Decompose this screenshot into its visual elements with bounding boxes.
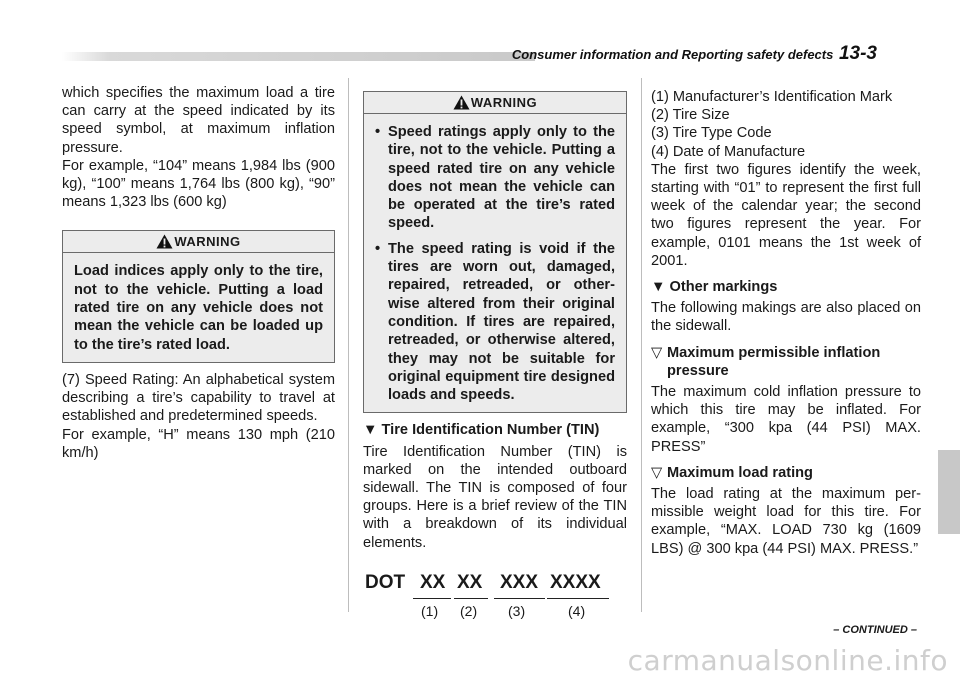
warning-label: WARNING <box>470 95 538 110</box>
tin-group-2: XX <box>457 571 483 593</box>
warning-triangle-icon <box>156 234 173 249</box>
warning-triangle-icon <box>453 95 470 110</box>
tin-number-3: (3) <box>508 602 526 619</box>
header-rule <box>62 52 535 61</box>
load-warning-box <box>62 230 335 362</box>
warning-text: Load indices apply only to the tire, not to the vehicle. Putting a load rated tire on any vehicle does not mean the vehicle can be loaded up to the tire’s rated load. <box>74 263 323 353</box>
tin-group-1: XX <box>420 571 446 593</box>
tin-number-4: (4) <box>568 602 586 619</box>
tin-number-2: (2) <box>460 602 478 619</box>
page-header <box>512 43 877 65</box>
warning-item-text: Speed ratings apply only to the tire, not to the vehicle. Putting a speed rated tire on any vehicle does not mean the vehicle can be operated at the tire’s rated speed. <box>388 124 615 232</box>
tin-item-1: (1) Manufacturer’s Identification Mark <box>651 89 893 105</box>
tin-underline-1 <box>413 598 451 599</box>
chapter-side-tab <box>938 450 960 534</box>
section-title: Tire Identification Number (TIN) <box>381 422 600 439</box>
tin-section-heading <box>363 421 627 439</box>
max-load-heading <box>651 464 921 482</box>
warning-list <box>375 123 615 404</box>
warning-item <box>375 123 615 233</box>
subsection-triangle-icon: ▽ <box>651 344 663 361</box>
bullet-icon: • <box>375 240 381 257</box>
date-explanation: The first two figures identify the week, starting with “01” to represent the first full week of the calendar year; the second two figures represent the year. For example, 0101 means the 1st week of 2001. <box>651 161 921 269</box>
warning-item <box>375 240 615 405</box>
max-inflation-heading <box>651 344 921 380</box>
column-3 <box>651 88 921 558</box>
warning-header <box>63 231 334 253</box>
continued-label: – CONTINUED – <box>833 624 917 636</box>
section-title: Other markings <box>669 279 778 296</box>
section-triangle-icon: ▼ <box>651 279 666 296</box>
section-triangle-icon: ▼ <box>363 422 378 439</box>
watermark: carmanualsonline.info <box>627 644 948 677</box>
header-title: Consumer information and Reporting safety defects <box>511 47 834 62</box>
tin-group-3: XXX <box>500 571 539 593</box>
tin-underline-4 <box>547 598 609 599</box>
tin-dot: DOT <box>365 571 406 593</box>
column-1 <box>62 84 335 462</box>
chapter-number: 13-3 <box>838 43 877 64</box>
tin-diagram <box>363 560 627 630</box>
tin-item-2: (2) Tire Size <box>651 107 730 124</box>
load-index-paragraph: which specifies the maximum load a tire can carry at the speed indicated by its speed symbol, at maximum inflation pressure. <box>62 85 335 156</box>
max-inflation-paragraph: The maximum cold inflation pressure to which this tire may be inflated. For example, “300 kpa (44 PSI) MAX. PRESS” <box>651 384 921 455</box>
column-divider-left <box>348 78 349 612</box>
tin-group-4: XXXX <box>550 571 601 593</box>
warning-label: WARNING <box>174 234 241 250</box>
tin-paragraph: Tire Identification Number (TIN) is marked on the intended outboard sidewall. The TIN is composed of four groups. Here is a brief review of the TIN with a breakdown of its individual elements. <box>363 443 627 551</box>
tin-number-1: (1) <box>421 602 439 619</box>
tin-underline-2 <box>454 598 488 599</box>
subsection-title: Maximum permissible inflation pressure <box>667 344 881 379</box>
tin-item-3: (3) Tire Type Code <box>651 125 772 142</box>
tin-item-4: (4) Date of Manufacture <box>651 143 806 160</box>
column-2 <box>363 91 627 630</box>
load-index-example: For example, “104” means 1,984 lbs (900 kg), “100” means 1,764 lbs (800 kg), “90” means 1,323 lbs (600 kg) <box>62 157 335 211</box>
tin-underline-3 <box>494 598 545 599</box>
other-markings-heading <box>651 278 921 296</box>
subsection-triangle-icon: ▽ <box>651 464 663 481</box>
warning-item-text: The speed rating is void if the tires are worn out, damaged, repaired, retreaded, or otherwise altered from their original condition. If tires are repaired, retreaded, or otherwise altered, they may not be suitable for original equipment tire designed loads and speeds. <box>388 240 615 404</box>
subsection-title: Maximum load rating <box>667 464 813 481</box>
speed-rating-example: For example, “H” means 130 mph (210 km/h) <box>62 426 335 461</box>
max-load-paragraph: The load rating at the maximum permissible weight load for this tire. For example, “MAX. LOAD 730 kg (1609 LBS) @ 300 kpa (44 PSI) MAX. PRESS.” <box>651 486 921 557</box>
column-divider-right <box>641 78 642 612</box>
speed-warning-box <box>363 91 627 413</box>
other-markings-paragraph: The following makings are also placed on the sidewall. <box>651 300 921 335</box>
warning-header <box>364 92 626 114</box>
bullet-icon: • <box>375 124 381 140</box>
speed-rating-paragraph: (7) Speed Rating: An alphabetical system describing a tire’s capability to travel at established and predetermined speeds. <box>62 371 335 425</box>
